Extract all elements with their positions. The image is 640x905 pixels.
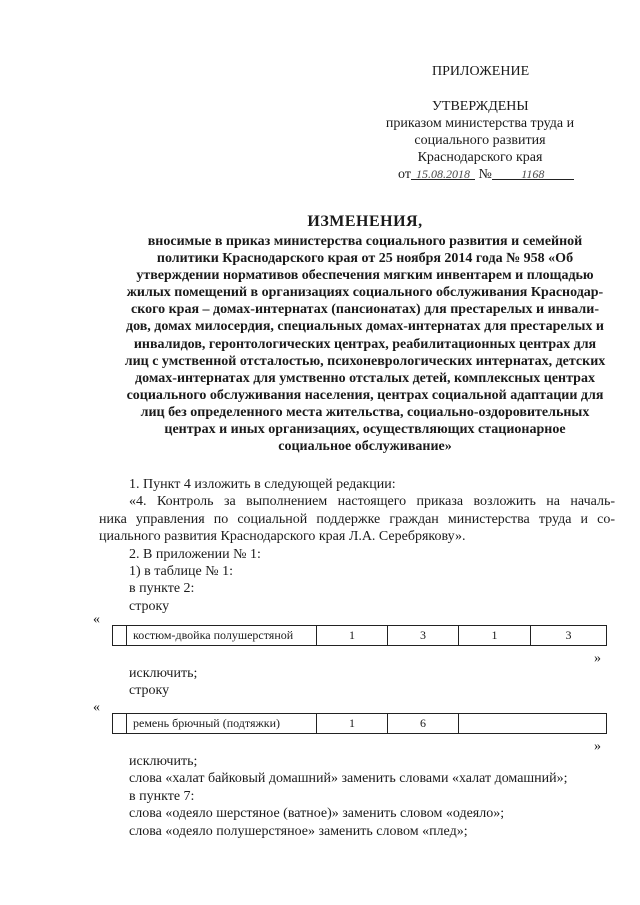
number-prefix: №	[478, 167, 492, 182]
order-reference	[360, 115, 600, 166]
document-subtitle	[100, 233, 630, 455]
exclude-text: исключить;	[129, 754, 198, 769]
exclude-text: исключить;	[129, 666, 198, 681]
table-cell: 1	[316, 714, 387, 733]
quote-line: «4. Контроль за выполнением настоящего приказа возложить на началь-	[129, 494, 615, 510]
order-line: Краснодарского края	[417, 150, 543, 165]
table-cell: 6	[387, 714, 458, 733]
table-cell-name: костюм-двойка полушерстяной	[126, 626, 316, 645]
subtitle-line: социального обслуживания населения, центрах социальной адаптации для	[126, 387, 604, 403]
table-cell: 1	[458, 626, 530, 645]
table-cell: 3	[530, 626, 606, 645]
order-date-number	[398, 166, 574, 183]
paragraph-point-7: в пункте 7:	[129, 788, 195, 804]
replace-blanket-2: слова «одеяло полушерстяное» заменить словом «плед»;	[129, 823, 468, 839]
subtitle-line: утверждении нормативов обеспечения мягким инвентарем и площадью	[136, 268, 594, 284]
table-row-suit	[112, 625, 607, 646]
quote-line: циального развития Краснодарского края Л.А. Серебрякову».	[99, 529, 466, 545]
subtitle-line: жилых помещений в организациях социального обслуживания Краснодар-	[126, 285, 604, 301]
handwritten-number: 1168	[521, 167, 545, 181]
subtitle-line: инвалидов, геронтологических центрах, реабилитационных центрах для	[133, 336, 597, 352]
quote-line: ника управления по социальной поддержке граждан министерства труда и со-	[99, 511, 615, 527]
replace-robe: слова «халат байковый домашний» заменить словами «халат домашний»;	[129, 771, 568, 787]
subtitle-line: лиц без определенного места жительства, социально-оздоровительных	[140, 404, 590, 420]
paragraph-2-1: 1) в таблице № 1:	[129, 564, 233, 580]
order-line: приказом министерства труда и	[385, 116, 575, 131]
subtitle-line: домах-интернатах для умственно отсталых детей, комплексных центрах	[135, 370, 595, 386]
table-cell: 1	[316, 626, 387, 645]
open-quote: «	[93, 700, 100, 715]
row-word: строку	[129, 598, 170, 614]
approved-label: УТВЕРЖДЕНЫ	[432, 99, 529, 114]
subtitle-line: социальное обслуживание»	[278, 439, 452, 455]
open-quote: «	[93, 612, 100, 627]
handwritten-date: 15.08.2018	[415, 167, 470, 181]
close-quote: »	[594, 651, 601, 666]
replace-blanket-1: слова «одеяло шерстяное (ватное)» заменить словом «одеяло»;	[129, 806, 505, 822]
date-prefix: от	[398, 167, 411, 182]
subtitle-line: вносимые в приказ министерства социального развития и семейной	[147, 234, 583, 249]
subtitle-line: центрах и иных организациях, осуществляющих стационарное	[164, 422, 566, 438]
appendix-label: ПРИЛОЖЕНИЕ	[432, 64, 530, 79]
table-cell: 3	[387, 626, 458, 645]
close-quote: »	[594, 739, 601, 754]
body-section-3	[99, 753, 615, 840]
paragraph-1: 1. Пункт 4 изложить в следующей редакции:	[129, 477, 396, 492]
subtitle-line: политики Краснодарского края от 25 ноября 2014 года № 958 «Об	[156, 251, 574, 267]
subtitle-line: ского края – домах-интернатах (пансионатах) для престарелых и инвали-	[131, 302, 599, 318]
paragraph-point-2: в пункте 2:	[129, 581, 195, 597]
row-word: строку	[129, 683, 170, 699]
subtitle-line: дов, домах милосердия, специальных домах-интернатах для престарелых и	[126, 319, 604, 335]
order-line: социального развития	[414, 133, 546, 148]
document-title: ИЗМЕНЕНИЯ,	[307, 213, 423, 230]
table-row-belt	[112, 713, 607, 734]
table-cell-name: ремень брючный (подтяжки)	[126, 714, 316, 733]
body-section-2	[99, 665, 615, 700]
body-section-1	[99, 476, 615, 615]
paragraph-2: 2. В приложении № 1:	[129, 546, 261, 562]
subtitle-line: лиц с умственной отсталостью, психоневрологических интернатах, детских	[124, 353, 606, 369]
